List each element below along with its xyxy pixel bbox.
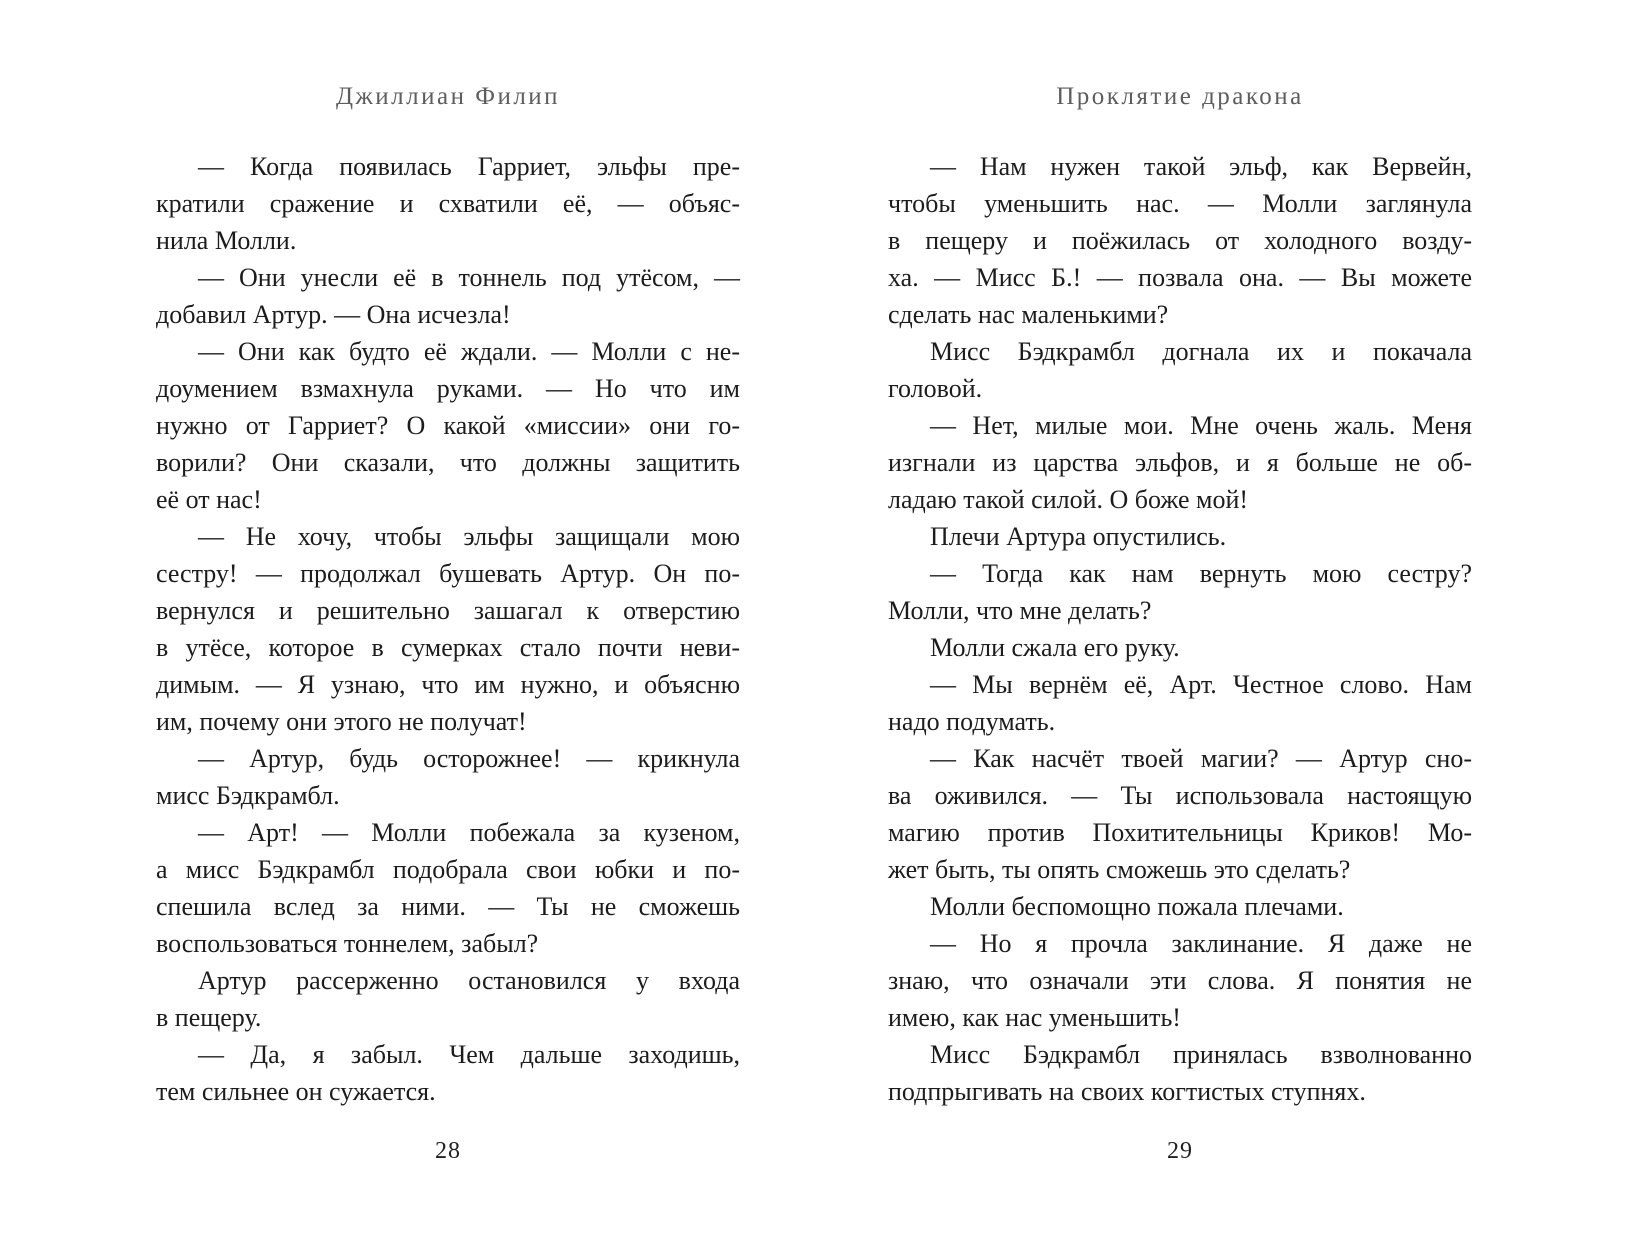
text-line: — Когда появилась Гарриет, эльфы пре- xyxy=(198,152,740,181)
text-line: им, почему они этого не получат! xyxy=(156,707,527,736)
text-line: — Нам нужен такой эльф, как Вервейн, xyxy=(930,152,1472,181)
text-line: имею, как нас уменьшить! xyxy=(888,1003,1181,1032)
running-header-author: Джиллиан Филип xyxy=(335,83,561,110)
text-line: головой. xyxy=(888,374,983,403)
page-right xyxy=(888,0,1472,1252)
page-body-text xyxy=(156,148,740,1110)
text-line: в пещеру. xyxy=(156,1003,262,1032)
text-line: кратили сражение и схватили её, — объяс- xyxy=(156,189,740,218)
text-line: в утёсе, которое в сумерках стало почти неви- xyxy=(156,633,740,662)
page-number: 29 xyxy=(1167,1138,1193,1164)
text-line: добавил Артур. — Она исчезла! xyxy=(156,300,511,329)
text-line: — Но я прочла заклинание. Я даже не xyxy=(930,929,1472,958)
text-line: — Арт! — Молли побежала за кузеном, xyxy=(198,818,740,847)
text-line: жет быть, ты опять сможешь это сделать? xyxy=(888,855,1351,884)
text-line: ха. — Мисс Б.! — позвала она. — Вы можете xyxy=(888,263,1472,292)
text-line: тем сильнее он сужается. xyxy=(156,1077,436,1106)
text-line: подпрыгивать на своих когтистых ступнях. xyxy=(888,1077,1366,1106)
text-line: — Не хочу, чтобы эльфы защищали мою xyxy=(198,522,740,551)
text-line: — Тогда как нам вернуть мою сестру? xyxy=(930,559,1472,588)
text-line: воспользоваться тоннелем, забыл? xyxy=(156,929,539,958)
text-line: — Да, я забыл. Чем дальше заходишь, xyxy=(198,1040,740,1069)
text-line: димым. — Я узнаю, что им нужно, и объясню xyxy=(156,670,740,699)
text-line: чтобы уменьшить нас. — Молли заглянула xyxy=(888,189,1472,218)
text-line: её от нас! xyxy=(156,485,262,514)
text-line: Молли беспомощно пожала плечами. xyxy=(930,892,1344,921)
text-line: — Артур, будь осторожнее! — крикнула xyxy=(198,744,740,773)
text-line: — Мы вернём её, Арт. Честное слово. Нам xyxy=(930,670,1472,699)
text-line: нила Молли. xyxy=(156,226,297,255)
running-header-title: Проклятие дракона xyxy=(1056,83,1304,110)
text-line: мисс Бэдкрамбл. xyxy=(156,781,340,810)
text-line: Молли сжала его руку. xyxy=(930,633,1180,662)
text-line: Мисс Бэдкрамбл догнала их и покачала xyxy=(930,337,1472,366)
text-line: — Как насчёт твоей магии? — Артур сно- xyxy=(930,744,1472,773)
text-line: знаю, что означали эти слова. Я понятия не xyxy=(888,966,1472,995)
text-line: а мисс Бэдкрамбл подобрала свои юбки и по- xyxy=(156,855,740,884)
text-line: магию против Похитительницы Криков! Мо- xyxy=(888,818,1472,847)
text-line: сделать нас маленькими? xyxy=(888,300,1169,329)
text-line: вернулся и решительно зашагал к отверстию xyxy=(156,596,740,625)
text-line: ва оживился. — Ты использовала настоящую xyxy=(888,781,1472,810)
text-line: в пещеру и поёжилась от холодного возду- xyxy=(888,226,1472,255)
text-line: нужно от Гарриет? О какой «миссии» они го- xyxy=(156,411,740,440)
text-line: изгнали из царства эльфов, и я больше не об- xyxy=(888,448,1472,477)
text-line: — Они унесли её в тоннель под утёсом, — xyxy=(198,263,740,292)
text-line: — Они как будто её ждали. — Молли с не- xyxy=(198,337,740,366)
text-line: надо подумать. xyxy=(888,707,1056,736)
text-line: ворили? Они сказали, что должны защитить xyxy=(156,448,740,477)
page-left xyxy=(156,0,740,1252)
text-line: Молли, что мне делать? xyxy=(888,596,1152,625)
text-line: — Нет, милые мои. Мне очень жаль. Меня xyxy=(930,411,1472,440)
page-body-text xyxy=(888,148,1472,1110)
text-line: Мисс Бэдкрамбл принялась взволнованно xyxy=(930,1040,1472,1069)
text-line: Плечи Артура опустились. xyxy=(930,522,1227,551)
text-line: Артур рассерженно остановился у входа xyxy=(198,966,740,995)
text-line: сестру! — продолжал бушевать Артур. Он по- xyxy=(156,559,740,588)
text-line: ладаю такой силой. О боже мой! xyxy=(888,485,1249,514)
text-line: спешила вслед за ними. — Ты не сможешь xyxy=(156,892,740,921)
text-line: доумением взмахнула руками. — Но что им xyxy=(156,374,740,403)
page-number: 28 xyxy=(435,1138,461,1164)
